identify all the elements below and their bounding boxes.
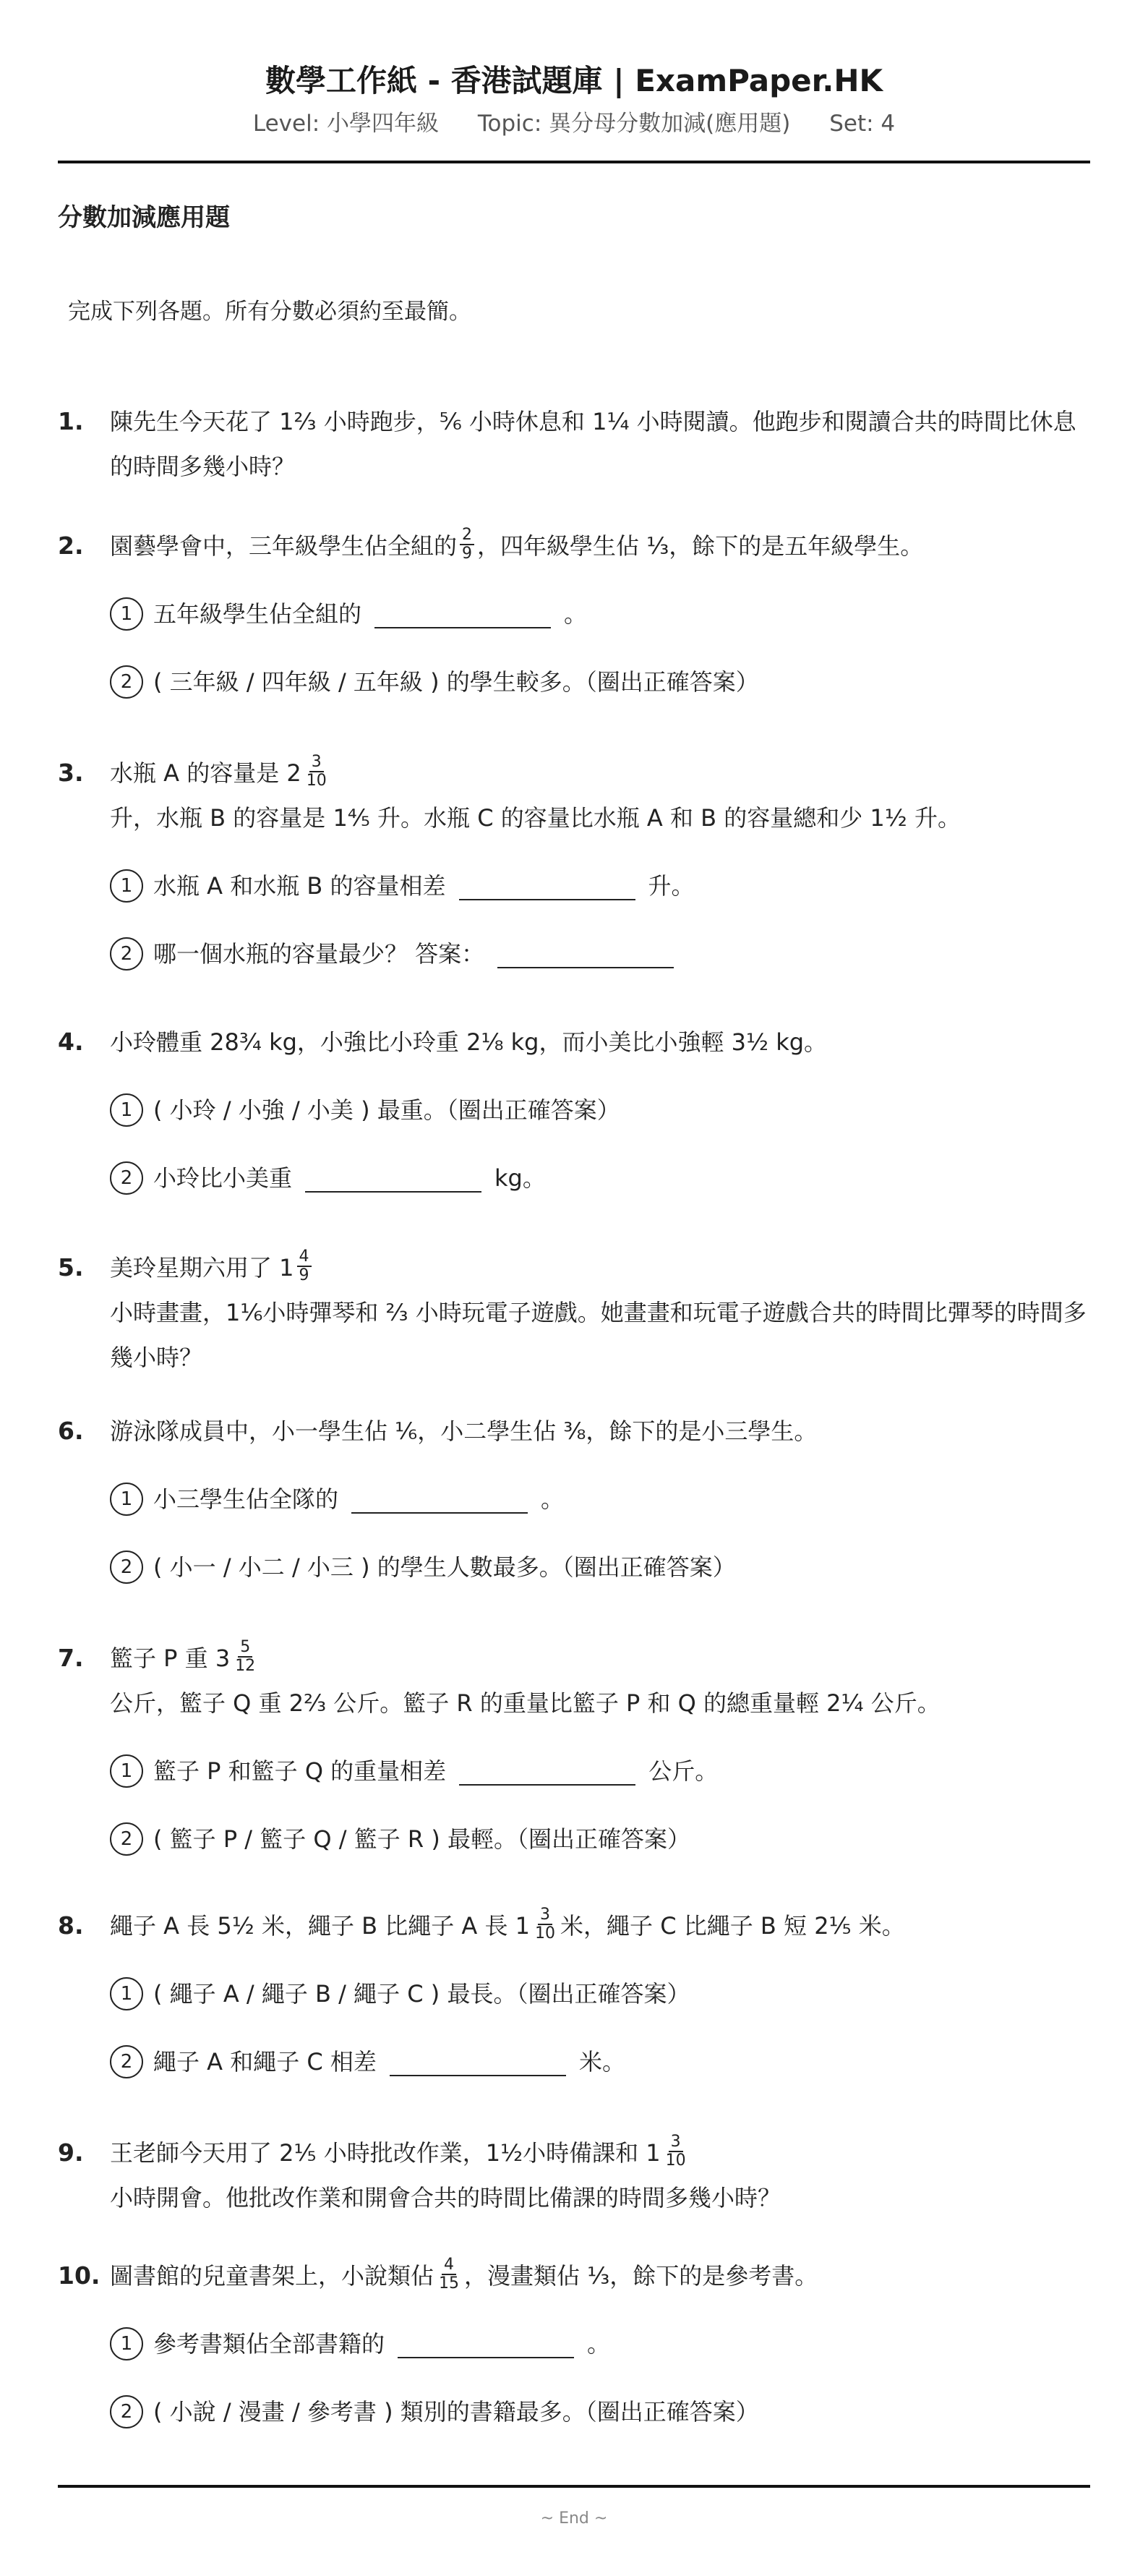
question-text: 美玲星期六用了 1 $\frac{4}{9}$ 小時畫畫，1⅙小時彈琴和 ⅔ 小時玩電子遊戲。她畫畫和玩電子遊戲合共的時間比彈琴的時間多幾小時？ — [110, 1248, 1087, 1371]
answer-blank[interactable] — [374, 600, 551, 628]
section-title: 分數加減應用題 — [58, 203, 230, 232]
question-number: 9. — [58, 2138, 84, 2167]
sub-question-2: 2 ( 籃子 P / 籃子 Q / 籃子 R ) 最輕。（圈出正確答案） — [110, 1817, 1090, 1861]
circled-number: 2 — [110, 2045, 143, 2078]
question-number: 2. — [58, 532, 84, 560]
fraction: $\frac{5}{12}$ — [235, 1638, 256, 1675]
answer-blank[interactable] — [305, 1164, 481, 1193]
question-text: 王老師今天用了 2⅕ 小時批改作業，1½小時備課和 1 $\frac{3}{10}$ 小時開會。他批改作業和開會合共的時間比備課的時間多幾小時？ — [110, 2133, 781, 2212]
sub-question-1: 1 水瓶 A 和水瓶 B 的容量相差 升。 — [110, 863, 1090, 908]
question-text: 陳先生今天花了 1⅔ 小時跑步，⅚ 小時休息和 1¼ 小時閱讀。他跑步和閱讀合共的時間比休息的時間多幾小時？ — [110, 408, 1076, 480]
question-number: 10. — [58, 2261, 100, 2290]
level-label: Level: 小學四年級 — [252, 111, 439, 137]
question-text: 籃子 P 重 3 $\frac{5}{12}$ 公斤，籃子 Q 重 2⅔ 公斤。籃子 R 的重量比籃子 P 和 Q 的總重量輕 2¼ 公斤。 — [110, 1638, 941, 1717]
question-2 — [58, 524, 1090, 704]
fraction: $\frac{4}{15}$ — [439, 2256, 460, 2293]
answer-blank[interactable] — [497, 939, 674, 968]
header-divider — [58, 161, 1090, 163]
topic-label: Topic: 異分母分數加減(應用題) — [477, 111, 791, 137]
set-label: Set: 4 — [829, 111, 896, 137]
question-9 — [58, 2131, 1090, 2220]
sub-question-2: 2 小玲比小美重 kg。 — [110, 1156, 1090, 1200]
footer-divider — [58, 2485, 1090, 2488]
sub-question-1: 1 小三學生佔全隊的 。 — [110, 1477, 1090, 1522]
circled-number: 1 — [110, 1093, 143, 1127]
question-7 — [58, 1636, 1090, 1861]
answer-blank[interactable] — [398, 2329, 574, 2358]
question-text: 繩子 A 長 5½ 米，繩子 B 比繩子 A 長 1 $\frac{3}{10}$ 米，繩子 C 比繩子 B 短 2⅕ 米。 — [110, 1906, 905, 1942]
question-4 — [58, 1020, 1090, 1200]
circled-number: 1 — [110, 1977, 143, 2010]
question-number: 4. — [58, 1028, 84, 1056]
circled-number: 1 — [110, 1483, 143, 1516]
sub-question-2: 2 ( 小一 / 小二 / 小三 ) 的學生人數最多。（圈出正確答案） — [110, 1545, 1090, 1590]
question-number: 3. — [58, 759, 84, 787]
fraction: $\frac{3}{10}$ — [665, 2133, 686, 2170]
circled-number: 2 — [110, 665, 143, 699]
question-number: 8. — [58, 1911, 84, 1940]
question-text: 圖書館的兒童書架上，小說類佔 $\frac{4}{15}$ ，漫畫類佔 ⅓，餘下的是參考書。 — [110, 2256, 818, 2293]
question-text: 園藝學會中，三年級學生佔全組的 $\frac{2}{9}$ ，四年級學生佔 ⅓，餘下的是五年級學生。 — [110, 526, 924, 563]
sub-question-1: 1 五年級學生佔全組的 。 — [110, 592, 1090, 636]
instructions: 完成下列各題。所有分數必須約至最簡。 — [68, 299, 471, 325]
circled-number: 1 — [110, 1754, 143, 1788]
circled-number: 2 — [110, 1822, 143, 1856]
question-text: 水瓶 A 的容量是 2 $\frac{3}{10}$ 升，水瓶 B 的容量是 1⅘ 升。水瓶 C 的容量比水瓶 A 和 B 的容量總和少 1½ 升。 — [110, 753, 961, 832]
fraction: $\frac{2}{9}$ — [460, 526, 474, 563]
answer-blank[interactable] — [459, 1757, 635, 1786]
sub-question-2: 2 ( 三年級 / 四年級 / 五年級 ) 的學生較多。（圈出正確答案） — [110, 660, 1090, 704]
sub-question-2: 2 ( 小說 / 漫畫 / 參考書 ) 類別的書籍最多。（圈出正確答案） — [110, 2389, 1090, 2434]
worksheet-meta — [58, 107, 1090, 140]
question-1 — [58, 399, 1090, 489]
question-8 — [58, 1903, 1090, 2084]
sub-question-2: 2 繩子 A 和繩子 C 相差 米。 — [110, 2039, 1090, 2084]
worksheet-page — [58, 0, 1090, 2576]
circled-number: 1 — [110, 597, 143, 631]
question-number: 5. — [58, 1253, 84, 1281]
worksheet-header — [58, 59, 1090, 140]
question-3 — [58, 751, 1090, 976]
sub-question-1: 1 參考書類佔全部書籍的 。 — [110, 2321, 1090, 2366]
question-number: 7. — [58, 1644, 84, 1672]
circled-number: 2 — [110, 1551, 143, 1584]
question-number: 6. — [58, 1417, 84, 1445]
question-number: 1. — [58, 407, 84, 435]
circled-number: 2 — [110, 2395, 143, 2428]
question-text: 游泳隊成員中，小一學生佔 ⅙，小二學生佔 ⅜，餘下的是小三學生。 — [110, 1417, 818, 1445]
sub-question-1: 1 ( 小玲 / 小強 / 小美 ) 最重。（圈出正確答案） — [110, 1088, 1090, 1133]
circled-number: 1 — [110, 2327, 143, 2360]
fraction: $\frac{4}{9}$ — [297, 1248, 312, 1284]
fraction: $\frac{3}{10}$ — [535, 1906, 556, 1942]
fraction: $\frac{3}{10}$ — [306, 753, 327, 790]
circled-number: 1 — [110, 869, 143, 903]
answer-blank[interactable] — [459, 871, 635, 900]
question-5 — [58, 1245, 1090, 1380]
question-10 — [58, 2253, 1090, 2434]
answer-blank[interactable] — [351, 1485, 528, 1514]
page-title: 數學工作紙 - 香港試題庫 | ExamPaper.HK — [265, 63, 883, 98]
answer-blank[interactable] — [390, 2047, 566, 2076]
question-text: 小玲體重 28¾ kg，小強比小玲重 2⅛ kg，而小美比小強輕 3½ kg。 — [110, 1028, 828, 1056]
footer-end: ~ End ~ — [540, 2509, 608, 2528]
circled-number: 2 — [110, 937, 143, 971]
sub-question-1: 1 ( 繩子 A / 繩子 B / 繩子 C ) 最長。（圈出正確答案） — [110, 1971, 1090, 2016]
circled-number: 2 — [110, 1161, 143, 1195]
sub-question-2: 2 哪一個水瓶的容量最少？ 答案： — [110, 931, 1090, 976]
sub-question-1: 1 籃子 P 和籃子 Q 的重量相差 公斤。 — [110, 1749, 1090, 1794]
question-6 — [58, 1409, 1090, 1590]
